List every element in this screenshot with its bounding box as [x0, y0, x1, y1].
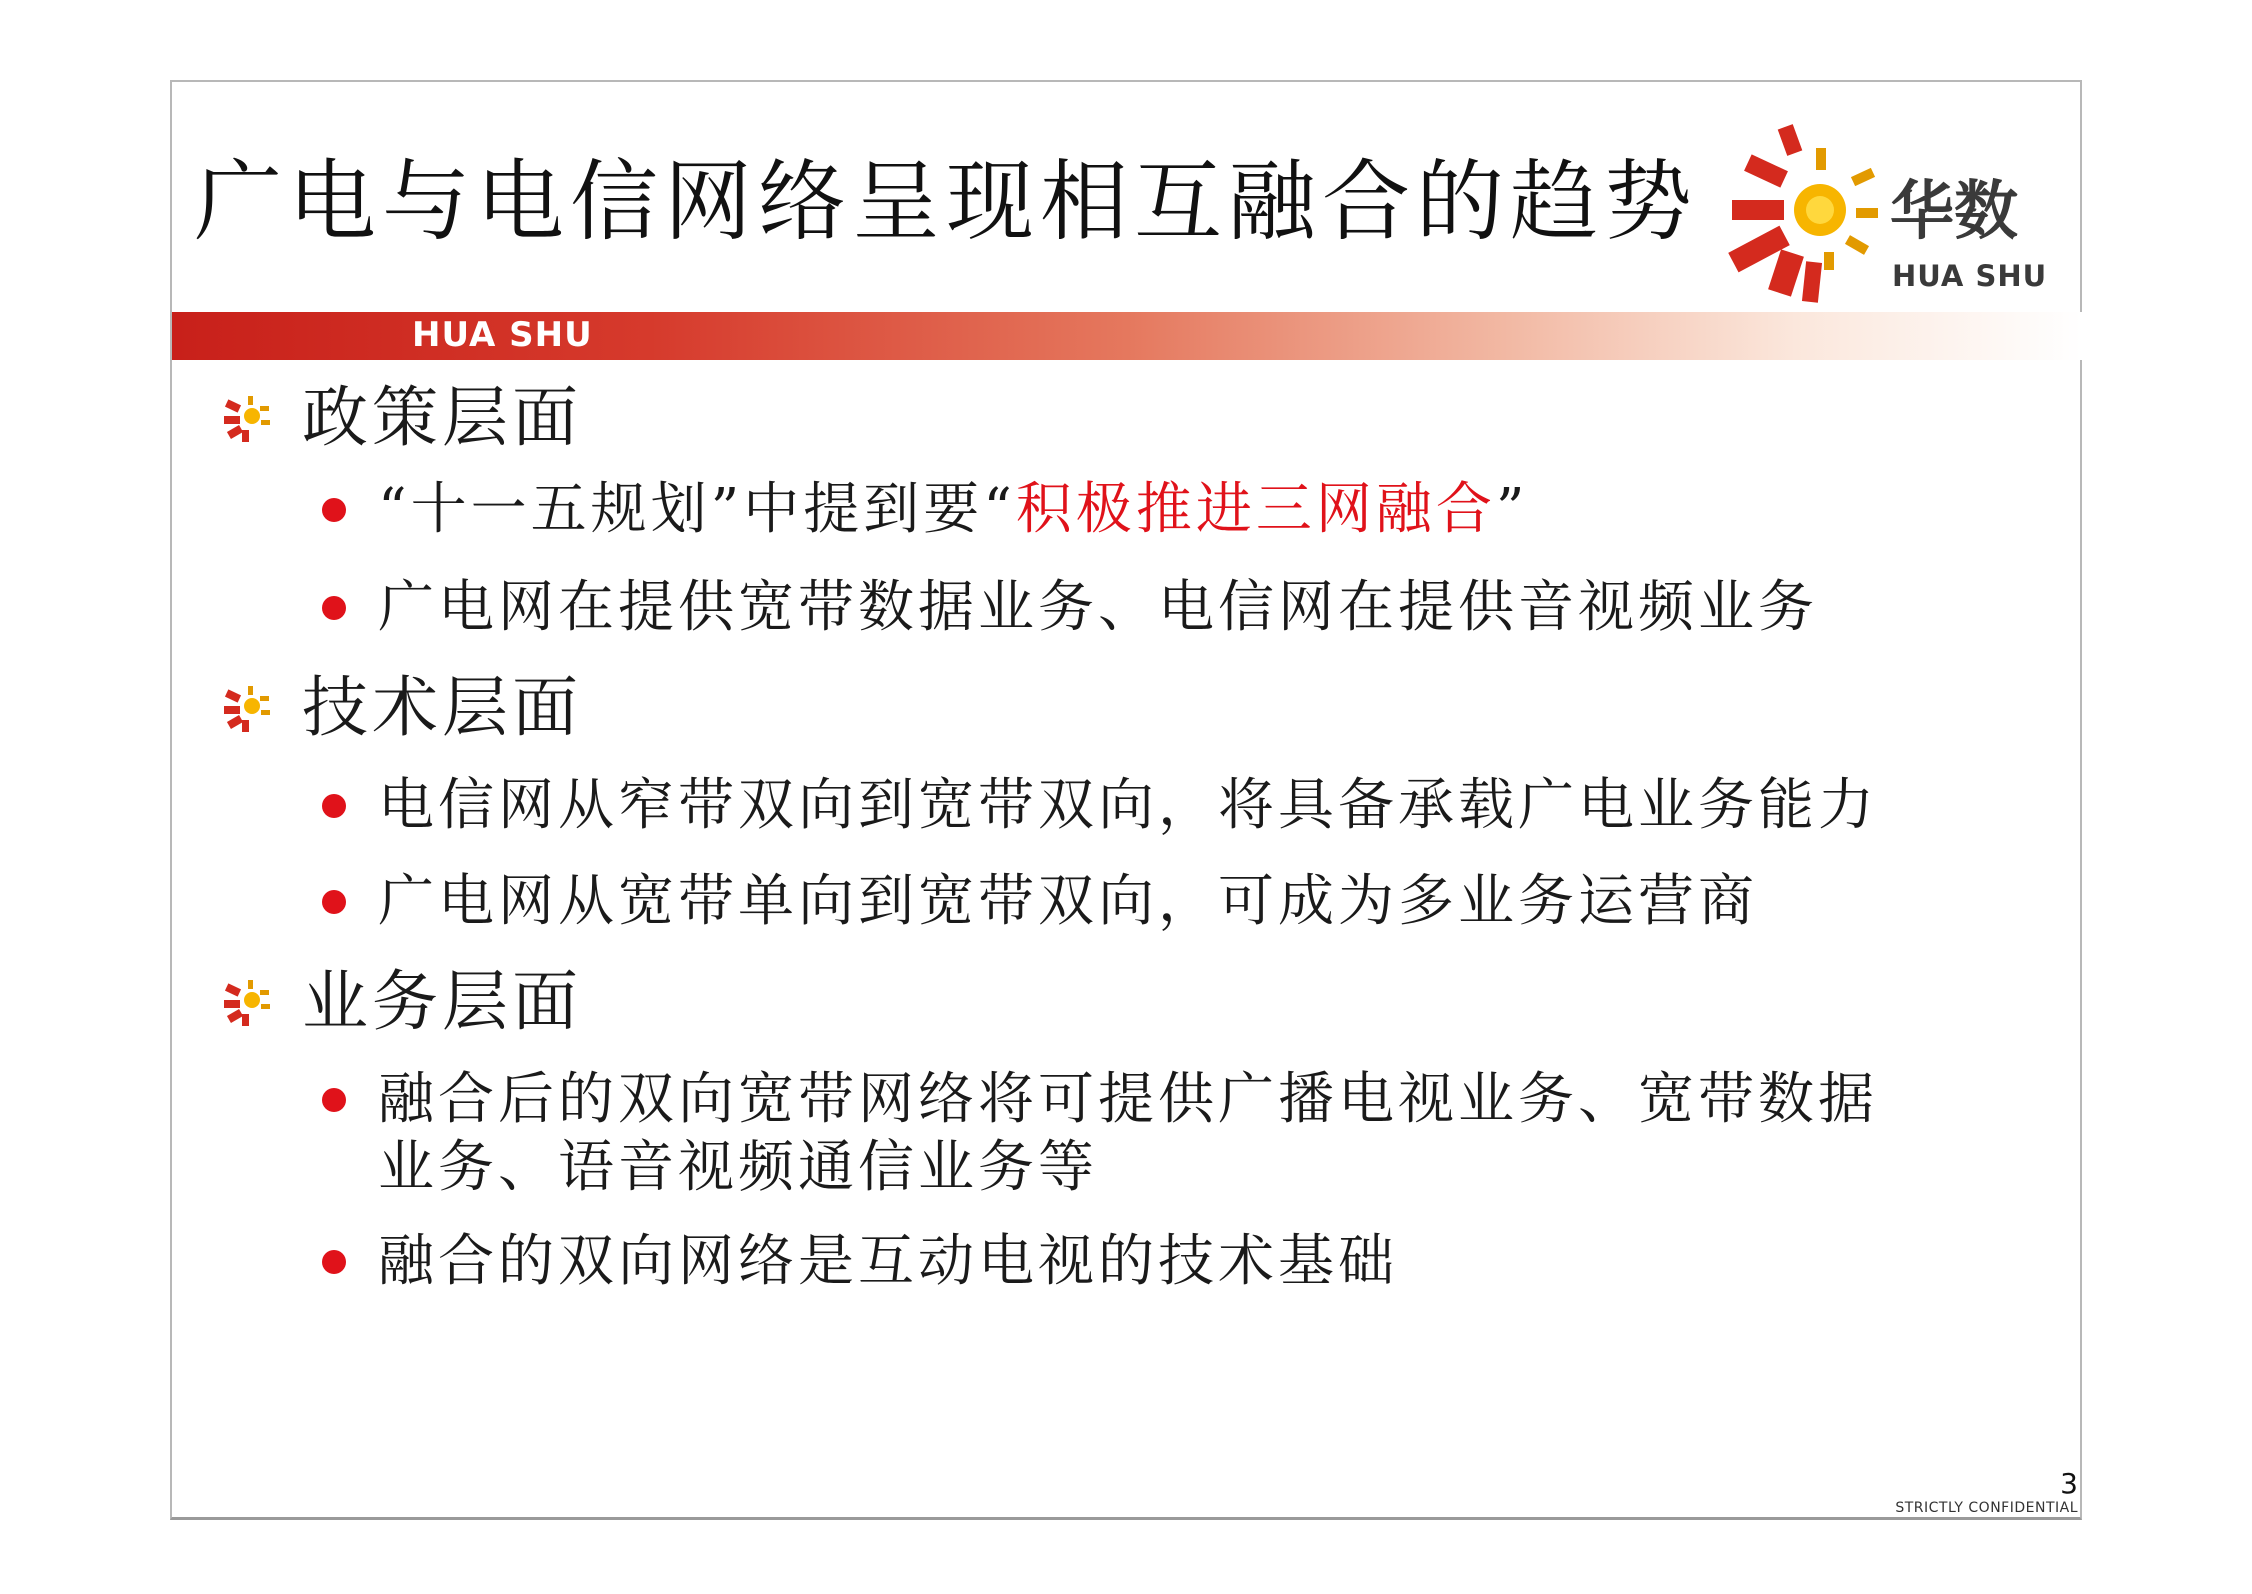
sun-bullet-icon	[222, 392, 272, 442]
slide-title: 广电与电信网络呈现相互融合的趋势	[194, 150, 1699, 253]
logo-english-text: HUA SHU	[1892, 259, 2048, 293]
item-text-line-2: 业务、语音视频通信业务等	[378, 1135, 1098, 1200]
sun-bullet-icon	[222, 976, 272, 1026]
bullet-dot-icon	[322, 794, 346, 818]
bullet-dot-icon	[322, 1250, 346, 1274]
sun-bullet-icon	[222, 682, 272, 732]
bullet-dot-icon	[322, 890, 346, 914]
section-heading-text: 政策层面	[302, 379, 582, 456]
section-heading-text: 业务层面	[302, 963, 582, 1040]
item-text-prefix: “十一五规划”中提到要“	[378, 477, 1016, 542]
item-text: 广电网从宽带单向到宽带双向，可成为多业务运营商	[378, 869, 1758, 934]
confidential-label: STRICTLY CONFIDENTIAL	[1895, 1500, 2078, 1516]
bullet-dot-icon	[322, 498, 346, 522]
item-text: 电信网从窄带双向到宽带双向，将具备承载广电业务能力	[378, 773, 1878, 838]
logo-chinese-text: 华数	[1890, 175, 2018, 249]
item-text-highlight: 积极推进三网融合	[1015, 477, 1496, 542]
page-number: 3	[2060, 1467, 2078, 1500]
slide	[170, 80, 2082, 1520]
item-text-line-1: 融合后的双向宽带网络将可提供广播电视业务、宽带数据	[378, 1067, 1878, 1132]
item-text: 融合的双向网络是互动电视的技术基础	[378, 1229, 1398, 1294]
sun-logo-icon	[1712, 112, 1892, 312]
section-heading-text: 技术层面	[302, 669, 582, 746]
item-text-suffix: ”	[1495, 477, 1529, 542]
bullet-dot-icon	[322, 596, 346, 620]
header-banner	[172, 312, 2082, 360]
item-text: 广电网在提供宽带数据业务、电信网在提供音视频业务	[378, 575, 1818, 640]
item-text	[378, 1066, 1878, 1202]
bullet-dot-icon	[322, 1088, 346, 1112]
banner-text: HUA SHU	[412, 315, 593, 355]
huashu-logo	[1712, 112, 2052, 312]
